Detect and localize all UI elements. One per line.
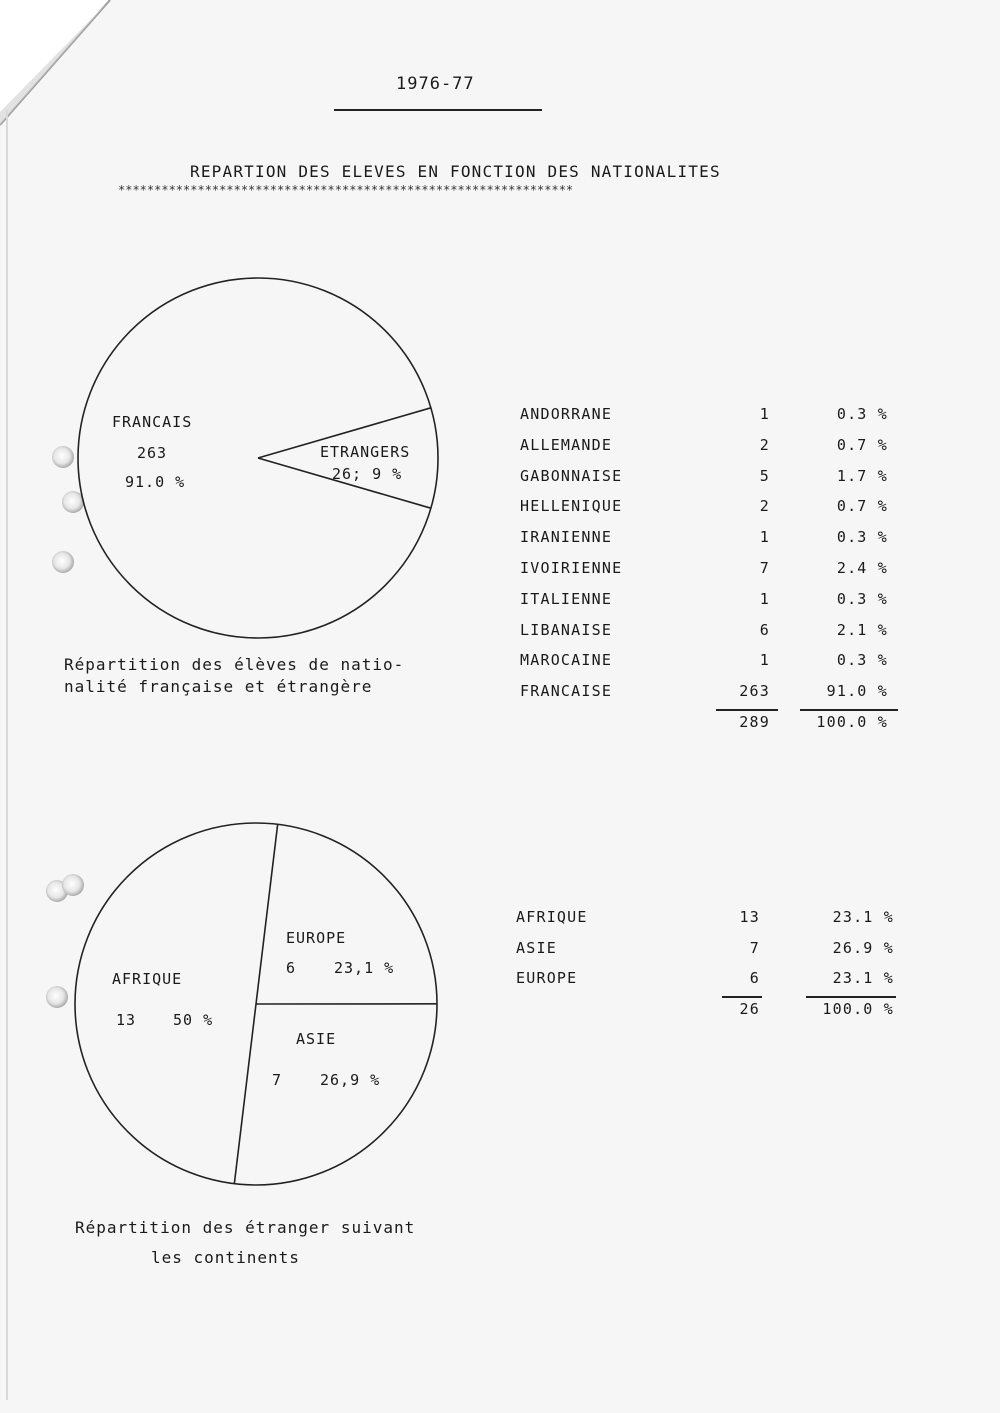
row-count: 1	[759, 589, 770, 608]
table-row	[516, 908, 896, 939]
row-name: ALLEMANDE	[520, 435, 613, 454]
total-rule	[722, 996, 762, 998]
total-count: 26	[739, 999, 760, 1018]
slice-boundary	[234, 1004, 256, 1184]
caption-line: nalité française et étrangère	[64, 677, 373, 696]
pie2-caption	[75, 1213, 415, 1273]
year-heading: 1976-77	[396, 74, 475, 94]
row-count: 1	[759, 651, 770, 670]
row-percent: 23.1 %	[832, 969, 894, 987]
row-percent: 1.7 %	[836, 466, 888, 485]
slice-boundary	[256, 824, 278, 1004]
row-name: ITALIENNE	[520, 589, 613, 608]
row-percent: 23.1 %	[832, 908, 894, 926]
row-count: 6	[749, 969, 760, 987]
total-percent: 100.0 %	[816, 712, 888, 731]
row-count: 6	[759, 620, 770, 639]
row-name: IVOIRIENNE	[520, 558, 623, 577]
row-name: GABONNAISE	[520, 466, 623, 485]
slice-label-etrangers-name: ETRANGERS	[320, 443, 411, 461]
slice-label-asie-count: 7	[272, 1071, 283, 1089]
row-percent: 0.7 %	[836, 435, 888, 454]
continent-table	[516, 908, 896, 1030]
slice-label-afrique-name: AFRIQUE	[112, 970, 183, 988]
row-percent: 0.3 %	[836, 405, 888, 423]
row-count: 7	[759, 558, 770, 577]
row-name: ANDORRANE	[520, 405, 613, 423]
row-count: 7	[749, 938, 760, 957]
row-name: FRANCAISE	[520, 682, 613, 701]
row-name: MAROCAINE	[520, 651, 613, 670]
slice-label-francais-name: FRANCAIS	[112, 413, 193, 431]
row-percent: 0.3 %	[836, 589, 888, 608]
slice-label-etrangers-value: 26; 9 %	[332, 465, 403, 483]
slice-label-europe-count: 6	[286, 959, 297, 977]
total-rule	[806, 996, 896, 998]
row-name: IRANIENNE	[520, 528, 613, 547]
total-percent: 100.0 %	[822, 999, 894, 1018]
row-percent: 91.0 %	[826, 682, 888, 701]
row-name: LIBANAISE	[520, 620, 613, 639]
row-count: 263	[739, 682, 770, 701]
row-percent: 2.1 %	[836, 620, 888, 639]
row-percent: 0.7 %	[836, 497, 888, 516]
page-title: REPARTION DES ELEVES EN FONCTION DES NATIONALITES	[190, 162, 721, 181]
row-percent: 26.9 %	[832, 938, 894, 957]
row-percent: 2.4 %	[836, 558, 888, 577]
row-count: 5	[759, 466, 770, 485]
slice-label-francais-count: 263	[137, 444, 168, 462]
row-count: 1	[759, 405, 770, 423]
row-name: AFRIQUE	[516, 908, 588, 926]
row-percent: 0.3 %	[836, 651, 888, 670]
row-percent: 0.3 %	[836, 528, 888, 547]
caption-line: les continents	[151, 1248, 300, 1267]
row-count: 2	[759, 435, 770, 454]
table-row	[516, 939, 896, 970]
row-count: 13	[739, 908, 760, 926]
row-count: 2	[759, 497, 770, 516]
slice-label-asie-name: ASIE	[296, 1030, 337, 1048]
slice-label-afrique-pct: 50 %	[173, 1011, 214, 1029]
caption-line: Répartition des étranger suivant	[75, 1218, 416, 1237]
slice-label-francais-pct: 91.0 %	[125, 473, 186, 491]
caption-line: Répartition des élèves de natio-	[64, 655, 405, 674]
slice-label-europe-name: EUROPE	[286, 929, 347, 947]
row-name: HELLENIQUE	[520, 497, 623, 516]
row-name: EUROPE	[516, 969, 578, 987]
total-row	[516, 1000, 896, 1031]
row-count: 1	[759, 528, 770, 547]
total-count: 289	[739, 712, 770, 731]
row-name: ASIE	[516, 938, 557, 957]
slice-label-europe-pct: 23,1 %	[334, 959, 395, 977]
slice-label-asie-pct: 26,9 %	[320, 1071, 381, 1089]
slice-label-afrique-count: 13	[116, 1011, 137, 1029]
title-star-rule: ***************************************************************	[118, 183, 574, 197]
